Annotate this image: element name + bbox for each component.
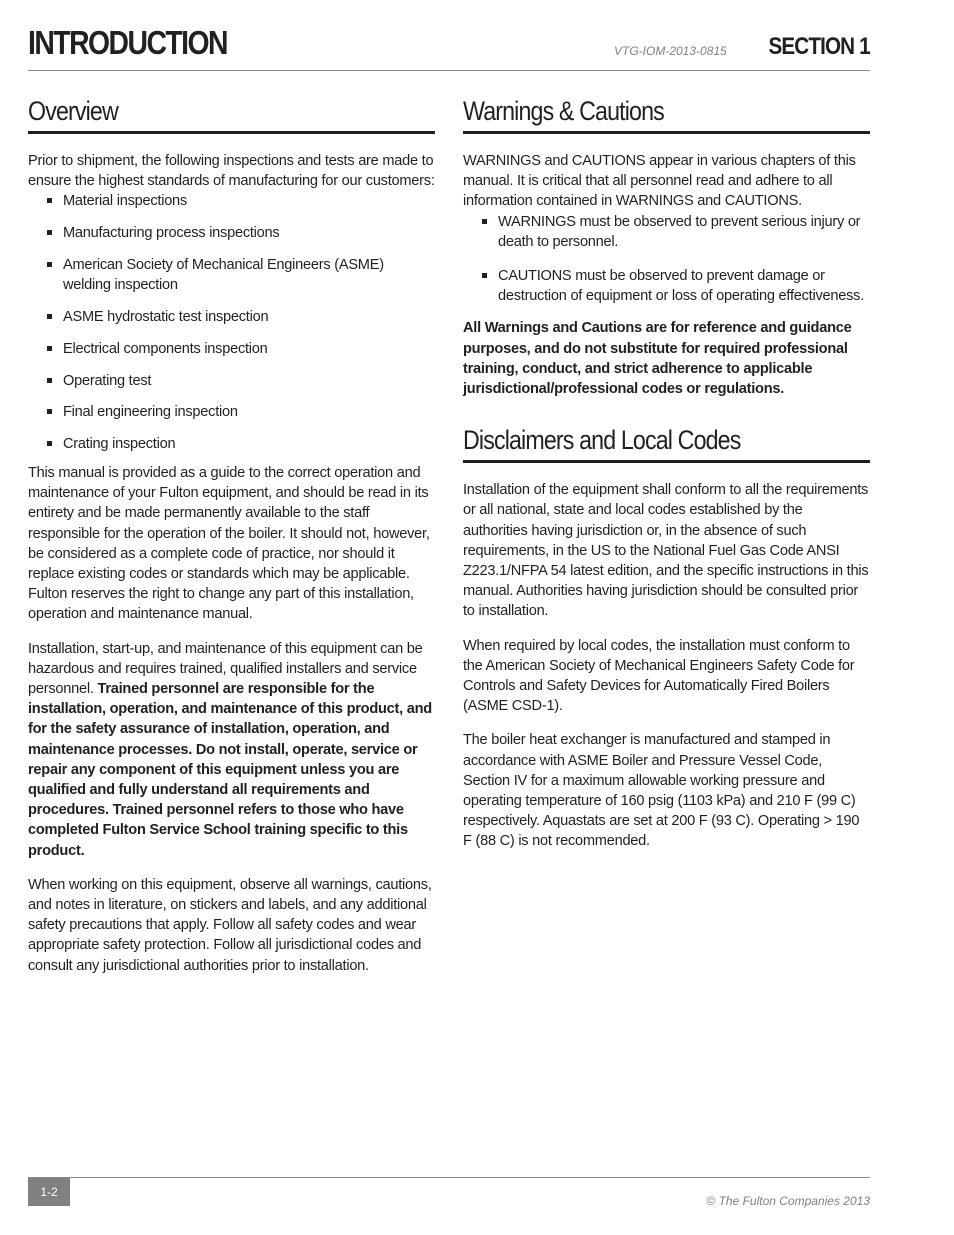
- list-item: ASME hydrostatic test inspection: [28, 307, 435, 327]
- list-item: CAUTIONS must be observed to prevent damage or destruction of equipment or loss of operating effectiveness.: [463, 266, 870, 306]
- page-header: [28, 22, 870, 71]
- disclaimers-heading: Disclaimers and Local Codes: [463, 423, 870, 463]
- bullet-square-icon: [482, 219, 487, 224]
- warnings-intro: WARNINGS and CAUTIONS appear in various chapters of this manual. It is critical that all personnel read and adhere to all information contained in WARNINGS and CAUTIONS.: [463, 153, 856, 210]
- bullet-square-icon: [47, 230, 52, 235]
- section-label: SECTION 1: [768, 33, 870, 60]
- trained-personnel-bold-text: Trained personnel are responsible for the installation, operation, and maintenance of this product, and for the safety assurance of installation, operation, and maintenance processes. Do not install, operate, service or repair any component of this equipment unless you are qualified and fully understand all requirements and procedures. Trained personnel refers to those who have completed Fulton Service School training specific to this product.: [28, 681, 432, 859]
- list-item: Operating test: [28, 371, 435, 391]
- bullet-square-icon: [47, 262, 52, 267]
- list-item: WARNINGS must be observed to prevent serious injury or death to personnel.: [463, 212, 870, 252]
- left-column: [28, 94, 435, 976]
- page-number: 1-2: [28, 1178, 70, 1206]
- list-item: Material inspections: [28, 191, 435, 211]
- list-item: American Society of Mechanical Engineers (ASME) welding inspection: [28, 255, 435, 295]
- bullet-square-icon: [47, 378, 52, 383]
- bullet-square-icon: [47, 409, 52, 414]
- warnings-list: [463, 212, 870, 306]
- list-item: Manufacturing process inspections: [28, 223, 435, 243]
- codes-paragraph: Installation of the equipment shall conform to all the requirements or all national, state and local codes established by the authorities having jurisdiction or, in the absence of such requirements, in the US to the National Fuel Gas Code ANSI Z223.1/NFPA 54 latest edition, and the specific instructions in this manual. Authorities having jurisdiction should be consulted prior to installation.: [463, 482, 869, 620]
- list-item: Electrical components inspection: [28, 339, 435, 359]
- bullet-square-icon: [482, 273, 487, 278]
- document-code: VTG-IOM-2013-0815: [614, 44, 727, 58]
- warnings-bold-note: All Warnings and Cautions are for reference and guidance purposes, and do not substitute for required professional training, conduct, and strict adherence to applicable jurisdictional/professional codes or regulations.: [463, 320, 852, 398]
- footer-divider: [28, 1177, 870, 1178]
- list-item: Crating inspection: [28, 434, 435, 454]
- asme-csd-paragraph: When required by local codes, the installation must conform to the American Society of Mechanical Engineers Safety Code for Controls and Safety Devices for Automatically Fired Boilers (ASME CSD-1).: [463, 637, 855, 715]
- list-item: Final engineering inspection: [28, 402, 435, 422]
- page-title: INTRODUCTION: [28, 24, 227, 61]
- bullet-square-icon: [47, 441, 52, 446]
- warnings-heading: Warnings & Cautions: [463, 94, 870, 134]
- safety-paragraph: When working on this equipment, observe all warnings, cautions, and notes in literature, on stickers and labels, and any additional safety precautions that apply. Follow all safety codes and wear appropriate safety protection. Follow all jurisdictional codes and consult any jurisdictional authorities prior to installation.: [28, 876, 432, 974]
- trained-personnel-paragraph: Installation, start-up, and maintenance of this equipment can be hazardous and requires trained, qualified installers and service personnel. Trained personnel are responsible for the installation, operation, and maintenance of this product, and for the safety assurance of installation, operation, and maintenance processes. Do not install, operate, service or repair any component of this equipment unless you are qualified and fully understand all requirements and procedures. Trained personnel refers to those who have completed Fulton Service School training specific to this product.: [28, 640, 432, 859]
- bullet-square-icon: [47, 198, 52, 203]
- copyright-notice: © The Fulton Companies 2013: [706, 1194, 870, 1208]
- inspection-list: [28, 191, 435, 454]
- overview-heading: Overview: [28, 94, 435, 134]
- manual-purpose-paragraph: This manual is provided as a guide to the correct operation and maintenance of your Fulton equipment, and should be read in its entirety and be made permanently available to the staff responsible for the operation of the boiler. It should not, however, be considered as a complete code of practice, nor should it replace existing codes or standards which may be applicable. Fulton reserves the right to change any part of this installation, operation and maintenance manual.: [28, 464, 430, 623]
- bullet-square-icon: [47, 346, 52, 351]
- heat-exchanger-paragraph: The boiler heat exchanger is manufactured and stamped in accordance with ASME Boiler and Pressure Vessel Code, Section IV for a maximum allowable working pressure and operating temperature of 160 psig (1103 kPa) and 210 F (99 C) respectively. Aquastats are set at 200 F (93 C). Operating > 190 F (88 C) is not recommended.: [463, 732, 860, 850]
- right-column: [463, 94, 870, 852]
- bullet-square-icon: [47, 314, 52, 319]
- overview-intro: Prior to shipment, the following inspections and tests are made to ensure the highest standards of manufacturing for our customers:: [28, 153, 435, 190]
